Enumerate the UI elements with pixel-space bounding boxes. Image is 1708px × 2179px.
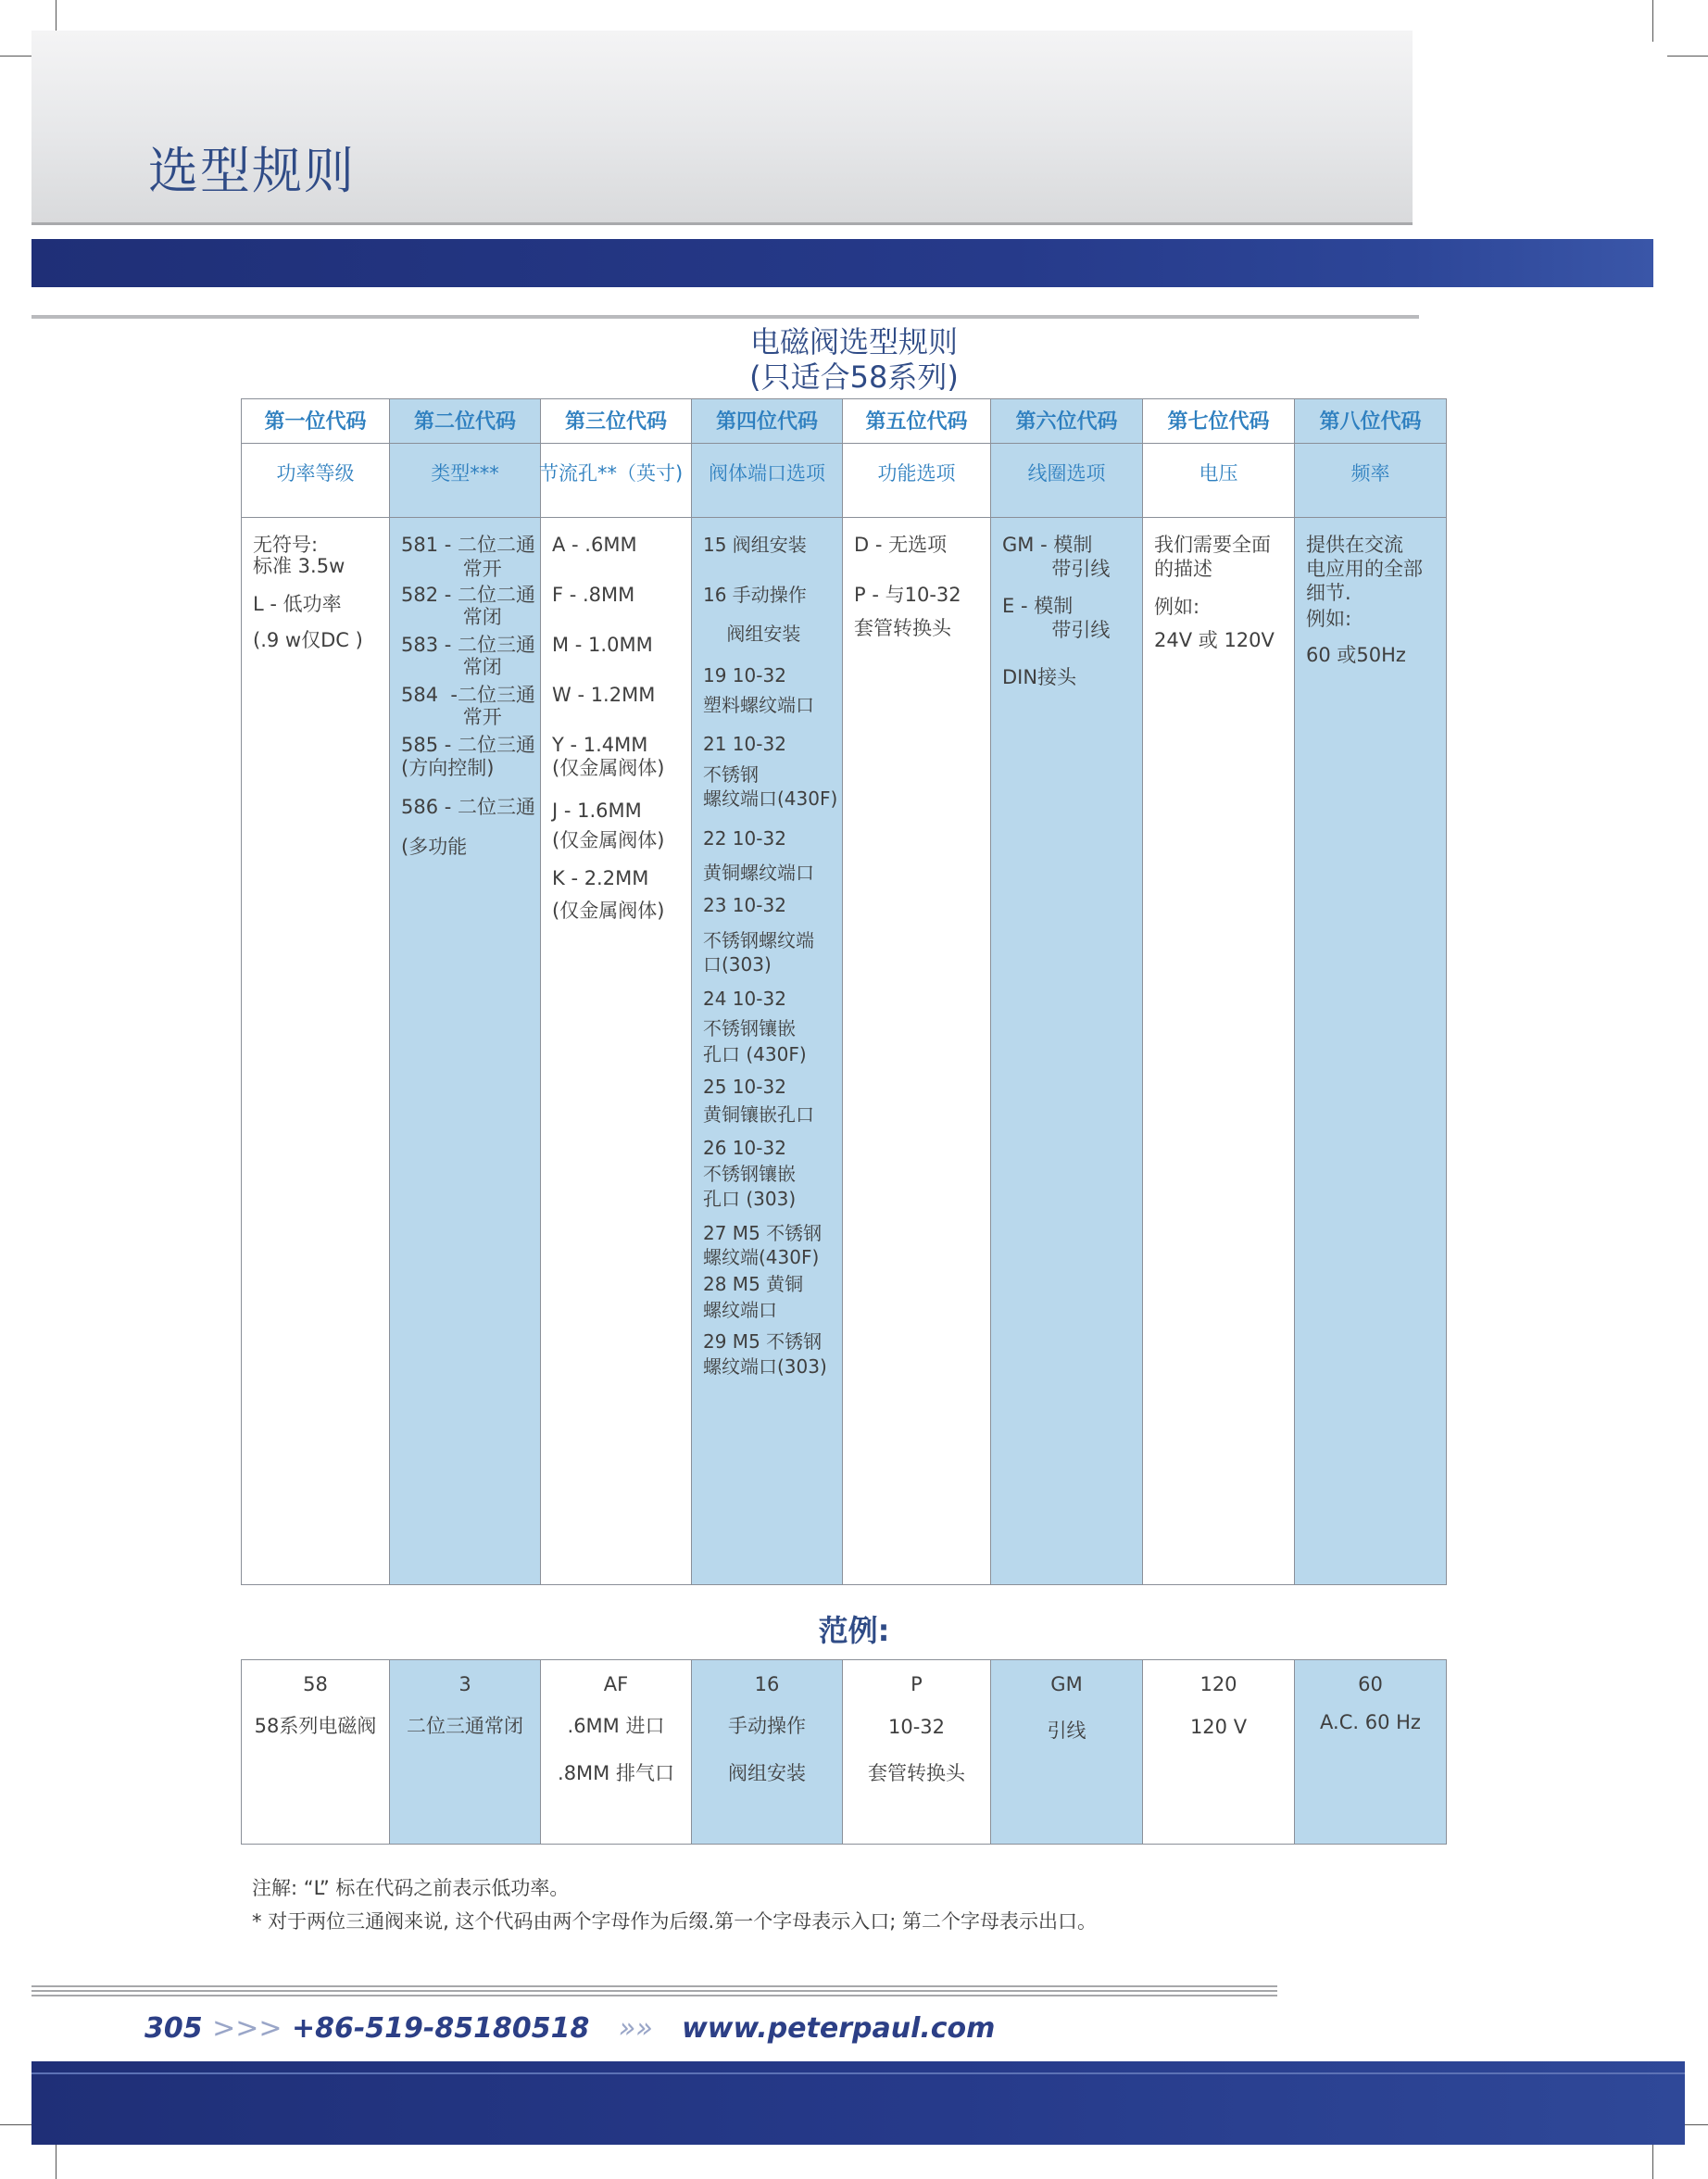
table-title: 电磁阀选型规则 — [749, 324, 958, 359]
column-option-text: (.9 w仅DC ) — [253, 629, 363, 651]
code-column-8 — [1294, 398, 1447, 1585]
column-option-text: GM - 模制 — [1002, 534, 1093, 556]
column-code-header: 第六位代码 — [1015, 410, 1118, 434]
column-option-text: 标准 3.5w — [253, 555, 345, 577]
column-option-text: 黄铜螺纹端口 — [703, 862, 814, 884]
column-option-text: 螺纹端口(303) — [703, 1355, 827, 1378]
column-option-text: 584 -二位三通 — [401, 684, 536, 706]
column-option-text: 带引线 — [1002, 558, 1111, 580]
column-option-text: (多功能 — [401, 836, 468, 858]
column-option-text: 21 10-32 — [703, 733, 786, 755]
note-three-way: * 对于两位三通阀来说, 这个代码由两个字母作为后缀.第一个字母表示入口; 第二个字母表示出口。 — [252, 1910, 1097, 1933]
example-table — [241, 1659, 1446, 1845]
code-column-2 — [389, 398, 541, 1585]
content-divider — [31, 315, 1419, 319]
example-description: 120 V — [1189, 1716, 1248, 1738]
column-code-header: 第八位代码 — [1319, 410, 1422, 434]
column-option-text: L - 低功率 — [253, 593, 342, 615]
column-option-text: W - 1.2MM — [552, 684, 656, 706]
column-option-text: DIN接头 — [1002, 666, 1077, 688]
example-description: 套管转换头 — [868, 1762, 965, 1784]
example-description: 阀组安装 — [728, 1762, 806, 1784]
code-column-3 — [540, 398, 692, 1585]
example-code: 60 — [1358, 1673, 1383, 1695]
code-column-4 — [691, 398, 843, 1585]
column-option-text: E - 模制 — [1002, 595, 1074, 617]
example-code: 58 — [303, 1673, 328, 1695]
column-option-text: 585 - 二位三通 — [401, 734, 536, 756]
example-description: 二位三通常闭 — [407, 1715, 523, 1737]
table-row-divider — [241, 443, 1446, 444]
column-option-text: 586 - 二位三通 — [401, 796, 536, 818]
example-description: 10-32 — [887, 1716, 946, 1738]
column-option-text: 螺纹端(430F) — [703, 1246, 820, 1268]
example-column-3 — [540, 1659, 692, 1845]
column-option-text: 阀组安装 — [703, 623, 801, 645]
column-option-text: Y - 1.4MM — [552, 734, 648, 756]
column-code-header: 第七位代码 — [1167, 410, 1270, 434]
selection-rules-table — [241, 398, 1446, 1585]
example-description: 58系列电磁阀 — [254, 1715, 377, 1737]
column-option-text: 例如: — [1154, 596, 1200, 618]
code-column-6 — [990, 398, 1143, 1585]
column-option-text: 26 10-32 — [703, 1137, 786, 1159]
column-option-text: 常开 — [401, 706, 502, 728]
column-option-text: 29 M5 不锈钢 — [703, 1330, 823, 1353]
code-column-5 — [842, 398, 991, 1585]
column-option-text: 15 阀组安装 — [703, 534, 807, 556]
column-option-text: (仅金属阀体) — [552, 900, 665, 922]
example-code: 3 — [458, 1673, 471, 1695]
column-option-text: 的描述 — [1154, 558, 1212, 580]
column-option-text: 我们需要全面 — [1154, 534, 1271, 556]
header-blue-band — [31, 239, 1653, 287]
column-option-text: 24V 或 120V — [1154, 629, 1275, 651]
column-option-text: 细节. — [1306, 582, 1351, 604]
column-option-text: 孔口 (430F) — [703, 1043, 807, 1065]
column-label: 功能选项 — [877, 462, 956, 485]
column-option-text: 电应用的全部 — [1306, 558, 1423, 580]
header-divider — [31, 222, 1413, 225]
page-number: 305 — [144, 2012, 203, 2045]
column-option-text: 22 10-32 — [703, 827, 786, 850]
example-column-8 — [1294, 1659, 1447, 1845]
column-option-text: 带引线 — [1002, 619, 1111, 641]
example-code: P — [911, 1673, 923, 1695]
footer-blue-band — [31, 2061, 1685, 2145]
note-low-power: 注解: “L” 标在代码之前表示低功率。 — [252, 1877, 570, 1899]
example-description: .6MM 进口 — [567, 1715, 665, 1737]
column-label: 类型*** — [431, 462, 499, 485]
column-option-text: 口(303) — [703, 953, 772, 976]
table-subtitle: (只适合58系列) — [749, 359, 959, 395]
example-column-7 — [1142, 1659, 1295, 1845]
column-code-header: 第三位代码 — [564, 410, 667, 434]
footer-contact — [144, 2012, 995, 2045]
page-title: 选型规则 — [148, 142, 356, 200]
column-option-text: 塑料螺纹端口 — [703, 694, 814, 716]
crop-mark — [1667, 56, 1708, 57]
column-option-text: 不锈钢 — [703, 763, 759, 786]
column-label: 频率 — [1350, 462, 1390, 485]
example-description: 手动操作 — [728, 1715, 806, 1737]
column-option-text: 例如: — [1306, 608, 1352, 630]
example-description: .8MM 排气口 — [558, 1762, 674, 1784]
example-code: AF — [603, 1673, 629, 1695]
column-option-text: 583 - 二位三通 — [401, 634, 536, 656]
column-code-header: 第二位代码 — [413, 410, 516, 434]
column-option-text: 无符号: — [253, 534, 319, 556]
column-option-text: 黄铜镶嵌孔口 — [703, 1103, 814, 1126]
column-option-text: 不锈钢镶嵌 — [703, 1163, 796, 1185]
column-option-text: (方向控制) — [401, 757, 495, 779]
column-option-text: 582 - 二位二通 — [401, 584, 536, 606]
column-label: 节流孔**（英寸) — [539, 462, 684, 485]
arrow-separator: »» — [618, 2012, 653, 2045]
example-column-2 — [389, 1659, 541, 1845]
column-option-text: (仅金属阀体) — [552, 757, 665, 779]
column-option-text: 不锈钢镶嵌 — [703, 1017, 796, 1039]
column-option-text: M - 1.0MM — [552, 634, 653, 656]
column-option-text: F - .8MM — [552, 584, 635, 606]
column-option-text: 19 10-32 — [703, 664, 786, 686]
column-option-text: 25 10-32 — [703, 1076, 786, 1098]
column-option-text: (仅金属阀体) — [552, 829, 665, 851]
code-column-1 — [241, 398, 390, 1585]
website-link[interactable]: www.peterpaul.com — [682, 2012, 996, 2045]
column-option-text: A - .6MM — [552, 534, 637, 556]
example-column-6 — [990, 1659, 1143, 1845]
phone-number: +86-519-85180518 — [291, 2012, 590, 2045]
column-option-text: 60 或50Hz — [1306, 644, 1406, 666]
column-code-header: 第一位代码 — [264, 410, 367, 434]
column-option-text: 套管转换头 — [854, 617, 951, 639]
example-code: 16 — [754, 1673, 780, 1695]
column-option-text: 27 M5 不锈钢 — [703, 1222, 823, 1244]
example-description: 引线 — [1047, 1719, 1086, 1742]
arrow-separator: >>> — [212, 2012, 283, 2045]
column-option-text: 28 M5 黄铜 — [703, 1273, 804, 1295]
column-option-text: 不锈钢螺纹端 — [703, 929, 814, 951]
column-label: 功率等级 — [276, 462, 355, 485]
column-option-text: J - 1.6MM — [552, 800, 642, 822]
crop-mark — [1652, 0, 1653, 42]
footer-rules — [31, 1985, 1277, 1999]
column-option-text: 提供在交流 — [1306, 534, 1403, 556]
code-column-7 — [1142, 398, 1295, 1585]
column-option-text: 孔口 (303) — [703, 1188, 797, 1210]
column-option-text: 常闭 — [401, 656, 502, 678]
column-label: 线圈选项 — [1027, 462, 1106, 485]
example-column-5 — [842, 1659, 991, 1845]
example-code: GM — [1050, 1673, 1083, 1695]
example-column-1 — [241, 1659, 390, 1845]
column-code-header: 第四位代码 — [715, 410, 818, 434]
column-code-header: 第五位代码 — [865, 410, 968, 434]
column-option-text: 常开 — [401, 558, 502, 580]
column-option-text: 常闭 — [401, 606, 502, 628]
column-label: 阀体端口选项 — [709, 462, 825, 485]
example-code: 120 — [1199, 1673, 1237, 1695]
column-label: 电压 — [1199, 462, 1238, 485]
column-option-text: 螺纹端口(430F) — [703, 787, 838, 810]
table-row-divider — [241, 517, 1446, 518]
column-option-text: D - 无选项 — [854, 534, 948, 556]
column-option-text: 581 - 二位二通 — [401, 534, 536, 556]
column-option-text: 24 10-32 — [703, 988, 786, 1010]
example-column-4 — [691, 1659, 843, 1845]
column-option-text: 16 手动操作 — [703, 584, 807, 606]
column-option-text: 螺纹端口 — [703, 1299, 777, 1321]
example-description: A.C. 60 Hz — [1320, 1711, 1421, 1733]
column-option-text: P - 与10-32 — [854, 584, 961, 606]
example-title: 范例: — [818, 1613, 890, 1648]
column-option-text: K - 2.2MM — [552, 867, 649, 889]
column-option-text: 23 10-32 — [703, 894, 786, 916]
